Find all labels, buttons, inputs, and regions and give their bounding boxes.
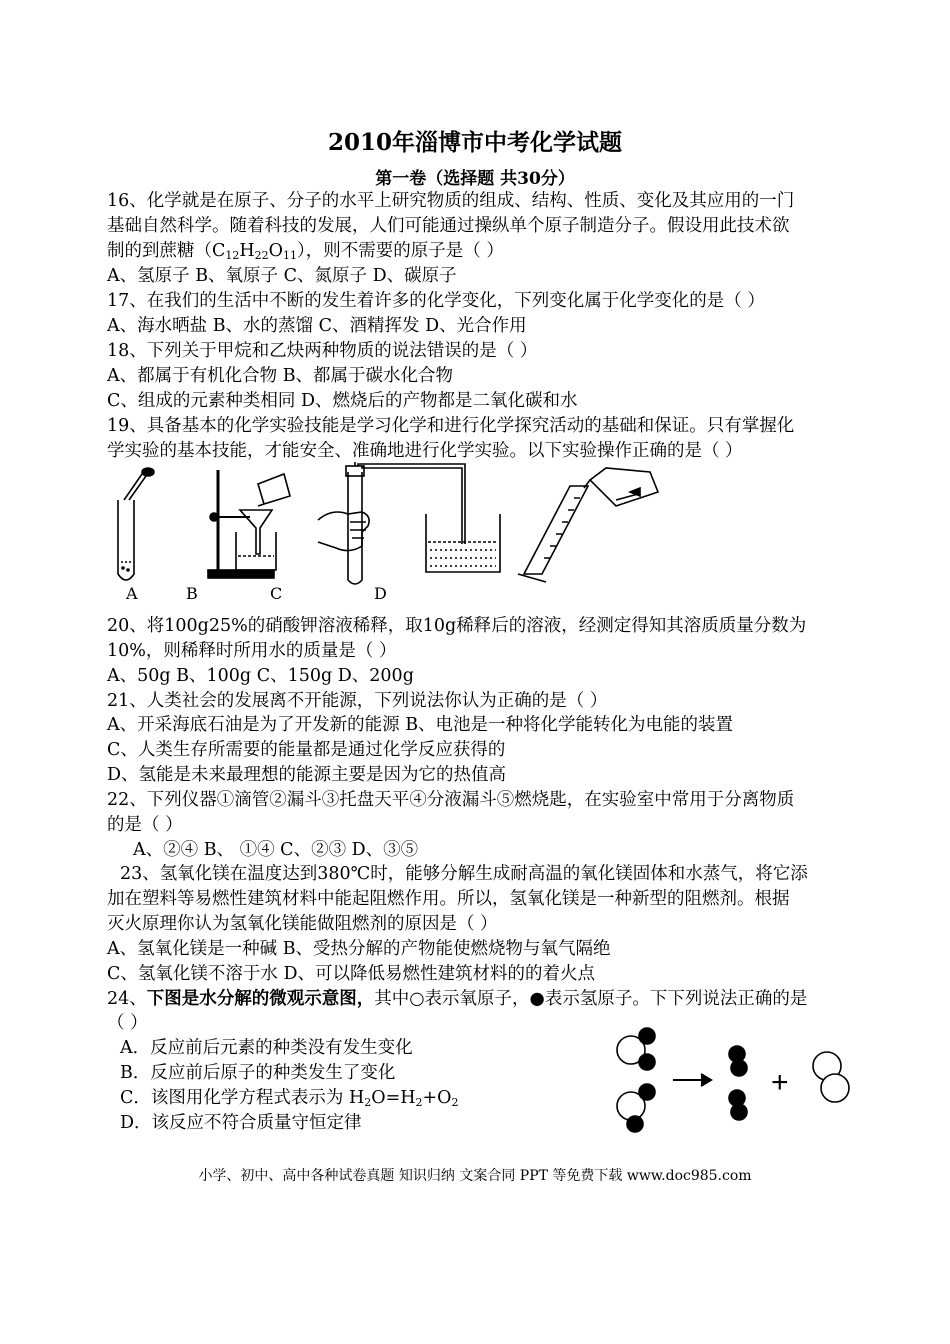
q23-line2: 加在塑料等易燃性建筑材料中能起阻燃作用。所以，氢氧化镁是一种新型的阻燃剂。根据 — [107, 889, 790, 909]
hydrogen-molecule-top — [729, 1046, 747, 1076]
hydrogen-molecule-bottom — [729, 1090, 747, 1120]
figure-a-dropper-test-tube — [118, 468, 154, 580]
q20-line1: 20、将100g25%的硝酸钾溶液稀释，取10g稀释后的溶液，经测定得知其溶质质量分数为 — [107, 616, 807, 636]
figure-bc-filtration — [208, 470, 290, 578]
q21-option-d: D、氢能是未来最理想的能源主要是因为它的热值高 — [107, 765, 507, 785]
q16-line1: 16、化学就是在原子、分子的水平上研究物质的组成、结构、性质、变化及其应用的一门 — [107, 191, 795, 211]
figure-label-c: C — [270, 584, 283, 603]
q24-option-d: D．该反应不符合质量守恒定律 — [120, 1113, 362, 1133]
q24-sub3: 2 — [451, 1096, 459, 1109]
q20-line2: 10%，则稀释时所用水的质量是（ ） — [107, 641, 397, 661]
q24-option-b: B．反应前后原子的种类发生了变化 — [120, 1063, 396, 1083]
q22-line2: 的是（ ） — [107, 815, 183, 835]
q24-option-a: A．反应前后元素的种类没有发生变化 — [120, 1038, 413, 1058]
q21-options-ab: A、开采海底石油是为了开发新的能源 B、电池是一种将化学能转化为电能的装置 — [107, 715, 734, 735]
water-decomposition-diagram — [605, 1024, 865, 1136]
q16-sub-h: 22 — [254, 249, 269, 262]
q18-options-ab: A、都属于有机化合物 B、都属于碳水化合物 — [107, 366, 454, 386]
q20-options: A、50g B、100g C、150g D、200g — [107, 666, 414, 686]
q16-sub-c: 12 — [225, 249, 240, 262]
q23-line1: 23、氢氧化镁在温度达到380℃时，能够分解生成耐高温的氧化镁固体和水蒸气，将它添 — [120, 864, 808, 884]
q23-line3: 灭火原理你认为氢氧化镁能做阻燃剂的原因是（ ） — [107, 914, 498, 934]
q22-options: A、②④ B、 ①④ C、②③ D、③⑤ — [133, 840, 419, 860]
q24-paren: （ ） — [107, 1013, 148, 1033]
page-title: 2010年淄博市中考化学试题 — [327, 129, 622, 156]
q23-options-cd: C、氢氧化镁不溶于水 D、可以降低易燃性建筑材料的的着火点 — [107, 964, 595, 984]
q21-stem: 21、人类社会的发展离不开能源，下列说法你认为正确的是（ ） — [107, 691, 608, 711]
q22-line1: 22、下列仪器①滴管②漏斗③托盘天平④分液漏斗⑤燃烧匙，在实验室中常用于分离物质 — [107, 790, 795, 810]
figure-label-b: B — [186, 584, 198, 603]
page-footer: 小学、初中、高中各种试卷真题 知识归纳 文案合同 PPT 等免费下载 www.doc985.com — [198, 1168, 752, 1184]
plus-sign: + — [771, 1066, 789, 1099]
q24-optc-mid2: +O — [422, 1088, 452, 1108]
q24-stem — [107, 987, 807, 1011]
q16-line3-post: ），则不需要的原子是（ ） — [297, 241, 504, 261]
figure-label-a: A — [126, 584, 138, 603]
q16-line2: 基础自然科学。随着科技的发展，人们可能通过操纵单个原子制造分子。假设用此技术欲 — [107, 216, 790, 236]
q24-sub2: 2 — [415, 1096, 423, 1109]
water-molecule-bottom — [617, 1084, 655, 1132]
reaction-arrow — [673, 1074, 711, 1086]
q16-h: H — [239, 241, 255, 261]
q18-options-cd: C、组成的元素种类相同 D、燃烧后的产物都是二氧化碳和水 — [107, 391, 578, 411]
oxygen-molecule — [813, 1052, 849, 1102]
q21-option-c: C、人类生存所需要的能量都是通过化学反应获得的 — [107, 740, 506, 760]
q24-stem-rest: 其中○表示氧原子，●表示氢原子。下下列说法正确的是 — [374, 989, 808, 1009]
figure-d-graduated-cylinder — [518, 468, 658, 582]
lab-operations-figure — [110, 462, 670, 592]
q19-line1: 19、具备基本的化学实验技能是学习化学和进行化学探究活动的基础和保证。只有掌握化 — [107, 416, 795, 436]
water-molecule-top — [617, 1028, 655, 1070]
q18-stem: 18、下列关于甲烷和乙炔两种物质的说法错误的是（ ） — [107, 341, 538, 361]
figure-d-gas-tightness — [318, 462, 500, 584]
q24-bold-stem: 下图是水分解的微观示意图， — [146, 989, 375, 1009]
q19-line2: 学实验的基本技能，才能安全、准确地进行化学实验。以下实验操作正确的是（ ） — [107, 441, 743, 461]
q24-option-c — [120, 1086, 459, 1110]
section-subtitle: 第一卷（选择题 共30分） — [375, 169, 575, 189]
q17-stem: 17、在我们的生活中不断的发生着许多的化学变化，下列变化属于化学变化的是（ ） — [107, 291, 765, 311]
figure-label-d: D — [374, 584, 387, 603]
q24-num: 24、 — [107, 989, 147, 1009]
q16-options: A、氢原子 B、氧原子 C、氮原子 D、碳原子 — [107, 266, 457, 286]
q16-o: O — [268, 241, 284, 261]
q24-optc-mid: O=H — [371, 1088, 416, 1108]
q16-line3-pre: 制的到蔗糖（C — [107, 241, 226, 261]
q16-sub-o: 11 — [283, 249, 298, 262]
q23-options-ab: A、氢氧化镁是一种碱 B、受热分解的产物能使燃烧物与氧气隔绝 — [107, 939, 611, 959]
q16-line3 — [107, 239, 504, 263]
q17-options: A、海水晒盐 B、水的蒸馏 C、酒精挥发 D、光合作用 — [107, 316, 527, 336]
q24-sub1: 2 — [364, 1096, 372, 1109]
q24-optc-pre: C．该图用化学方程式表示为 H — [120, 1088, 365, 1108]
